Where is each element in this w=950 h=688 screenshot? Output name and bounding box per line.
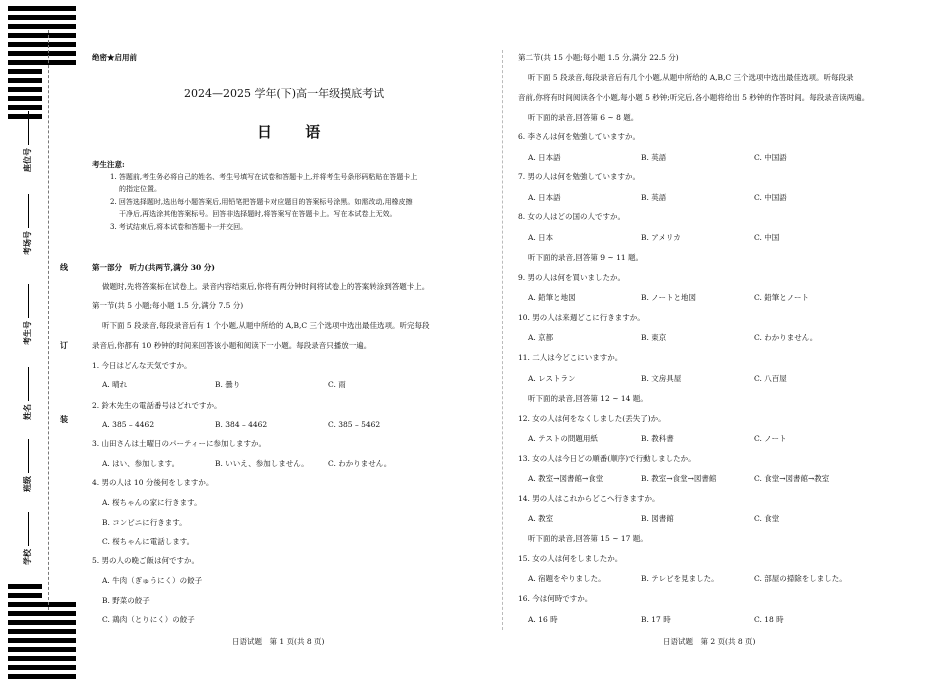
note-line-3: 3. 考试结束后,将本试卷和答题卡一并交回。 — [110, 223, 248, 231]
option-5a: A. 牛肉（ぎゅうにく）の餃子 — [102, 576, 203, 585]
directions-6-8: 听下面的录音,回答第 6 ~ 8 题。 — [528, 113, 639, 122]
note-line-1b: 的指定位置。 — [119, 185, 161, 193]
question-13: 13. 女の人は今日どの順番(顺序)で行動しましたか。 — [518, 454, 696, 463]
question-10: 10. 男の人は来週どこに行きますか。 — [518, 313, 645, 322]
option-12a: A. テストの問題用紙 — [528, 434, 598, 443]
directions-12-14: 听下面的录音,回答第 12 ~ 14 题。 — [528, 394, 648, 403]
option-1b: B. 曇り — [215, 380, 241, 389]
option-6a: A. 日本語 — [528, 153, 561, 162]
option-4c: C. 桜ちゃんに電話します。 — [102, 537, 195, 546]
section1-title: 第一节(共 5 小题;每小题 1.5 分,满分 7.5 分) — [92, 301, 244, 310]
option-15c: C. 部屋の掃除をしました。 — [754, 574, 847, 583]
name-label: 姓名 — [22, 367, 33, 420]
question-15: 15. 女の人は何をしましたか。 — [518, 554, 623, 563]
page-divider — [502, 50, 503, 630]
option-7c: C. 中国語 — [754, 193, 787, 202]
part1-title: 第一部分 听力(共两节,满分 30 分) — [92, 263, 215, 272]
question-1: 1. 今日はどんな天気ですか。 — [92, 361, 192, 370]
section2-intro-2: 音前,你将有时间阅读各个小题,每小题 5 秒钟;听完后,各小题将给出 5 秒钟的作答时间。每段录音读两遍。 — [518, 93, 870, 102]
option-16c: C. 18 時 — [754, 615, 784, 624]
option-2b: B. 384 – 4462 — [215, 420, 268, 429]
option-13a: A. 教室→図書館→食堂 — [528, 474, 604, 483]
section2-title: 第二节(共 15 小题;每小题 1.5 分,满分 22.5 分) — [518, 53, 679, 62]
section1-intro-1: 听下面 5 段录音,每段录音后有 1 个小题,从题中所给的 A,B,C 三个选项中选出最佳选项。听完每段 — [102, 321, 430, 330]
binding-cut-line — [48, 30, 49, 610]
option-1a: A. 晴れ — [102, 380, 128, 389]
exam-title: 2024—2025 学年(下)高一年级摸底考试 — [184, 87, 385, 100]
question-7: 7. 男の人は何を勉強していますか。 — [518, 172, 641, 181]
confidential-mark: 绝密★启用前 — [92, 53, 137, 62]
option-13b: B. 教室→食堂→図書館 — [641, 474, 717, 483]
option-10b: B. 東京 — [641, 333, 667, 342]
option-8a: A. 日本 — [528, 233, 554, 242]
option-5b: B. 野菜の餃子 — [102, 596, 150, 605]
note-line-2b: 干净后,再选涂其他答案标号。回答非选择题时,将答案写在答题卡上。写在本试卷上无效。 — [119, 210, 397, 218]
option-3c: C. わかりません。 — [328, 459, 392, 468]
exam-page-2 — [518, 0, 928, 688]
option-11a: A. レストラン — [528, 374, 576, 383]
option-2c: C. 385 – 5462 — [328, 420, 381, 429]
option-11c: C. 八百屋 — [754, 374, 787, 383]
page-footer-1: 日语试题 第 1 页(共 8 页) — [232, 637, 325, 646]
option-9c: C. 鉛筆とノート — [754, 293, 810, 302]
option-8c: C. 中国 — [754, 233, 780, 242]
option-13c: C. 食堂→図書館→教室 — [754, 474, 830, 483]
question-5: 5. 男の人の晩ご飯は何ですか。 — [92, 556, 200, 565]
option-14b: B. 図書館 — [641, 514, 674, 523]
option-14a: A. 教室 — [528, 514, 554, 523]
note-line-1: 1. 答题前,考生务必将自己的姓名、考生号填写在试卷和答题卡上,并将考生号条形码粘贴在答题卡上 — [110, 173, 418, 181]
directions-15-17: 听下面的录音,回答第 15 ~ 17 题。 — [528, 534, 648, 543]
seat-label: 座位号 — [22, 111, 33, 172]
section2-intro-1: 听下面 5 段录音,每段录音后有几个小题,从题中所给的 A,B,C 三个选项中选出最佳选项。听每段录 — [528, 73, 854, 82]
exam-no-label: 考生号 — [22, 284, 33, 345]
question-4: 4. 男の人は 10 分後何をしますか。 — [92, 478, 214, 487]
option-11b: B. 文房具屋 — [641, 374, 682, 383]
exam-page-1 — [92, 0, 487, 688]
note-line-2: 2. 回答选择题时,选出每小题答案后,用铅笔把答题卡对应题目的答案标号涂黑。如需改动,用橡皮擦 — [110, 198, 413, 206]
option-3a: A. はい、参加します。 — [102, 459, 180, 468]
part1-intro: 做题时,先将答案标在试卷上。录音内容结束后,你将有两分钟时间将试卷上的答案转涂到答题卡上。 — [102, 282, 430, 291]
question-12: 12. 女の人は何をなくしました(丢失了)か。 — [518, 414, 666, 423]
option-14c: C. 食堂 — [754, 514, 780, 523]
question-6: 6. 李さんは何を勉強していますか。 — [518, 132, 641, 141]
option-16b: B. 17 時 — [641, 615, 671, 624]
question-16: 16. 今は何時ですか。 — [518, 594, 593, 603]
notes-title: 考生注意: — [92, 160, 125, 169]
option-3b: B. いいえ、参加しません。 — [215, 459, 309, 468]
option-8b: B. アメリカ — [641, 233, 681, 242]
option-4a: A. 桜ちゃんの家に行きます。 — [102, 498, 202, 507]
question-9: 9. 男の人は何を買いましたか。 — [518, 273, 626, 282]
option-10c: C. わかりません。 — [754, 333, 818, 342]
question-2: 2. 鈴木先生の電話番号はどれですか。 — [92, 401, 222, 410]
option-9a: A. 鉛筆と地図 — [528, 293, 576, 302]
option-15a: A. 宿題をやりました。 — [528, 574, 606, 583]
question-14: 14. 男の人はこれからどこへ行きますか。 — [518, 494, 660, 503]
class-label: 班级 — [22, 439, 33, 492]
option-6b: B. 英語 — [641, 153, 667, 162]
page-footer-2: 日语试题 第 2 页(共 8 页) — [663, 637, 756, 646]
section1-intro-2: 录音后,你都有 10 秒钟的时间来回答该小题和阅读下一小题。每段录音只播放一遍。 — [92, 341, 372, 350]
option-4b: B. コンビニに行きます。 — [102, 518, 187, 527]
option-2a: A. 385 – 4462 — [102, 420, 155, 429]
option-15b: B. テレビを見ました。 — [641, 574, 719, 583]
room-label: 考场号 — [22, 194, 33, 255]
option-12b: B. 教科書 — [641, 434, 674, 443]
option-10a: A. 京都 — [528, 333, 554, 342]
directions-9-11: 听下面的录音,回答第 9 ~ 11 题。 — [528, 253, 644, 262]
option-7a: A. 日本語 — [528, 193, 561, 202]
subject-title: 日 语 — [257, 123, 335, 141]
option-12c: C. ノート — [754, 434, 787, 443]
option-5c: C. 鶏肉（とりにく）の餃子 — [102, 615, 195, 624]
question-8: 8. 女の人はどの国の人ですか。 — [518, 212, 626, 221]
option-6c: C. 中国語 — [754, 153, 787, 162]
seal-bind: 装 — [60, 414, 68, 424]
school-label: 学校 — [22, 512, 33, 565]
seal-line: 线 — [60, 262, 68, 272]
question-11: 11. 二人は今どこにいますか。 — [518, 353, 623, 362]
seal-order: 订 — [60, 340, 68, 350]
option-16a: A. 16 時 — [528, 615, 558, 624]
option-9b: B. ノートと地図 — [641, 293, 697, 302]
question-3: 3. 山田さんは土曜日のパーティーに参加しますか。 — [92, 439, 266, 448]
option-7b: B. 英語 — [641, 193, 667, 202]
option-1c: C. 雨 — [328, 380, 346, 389]
